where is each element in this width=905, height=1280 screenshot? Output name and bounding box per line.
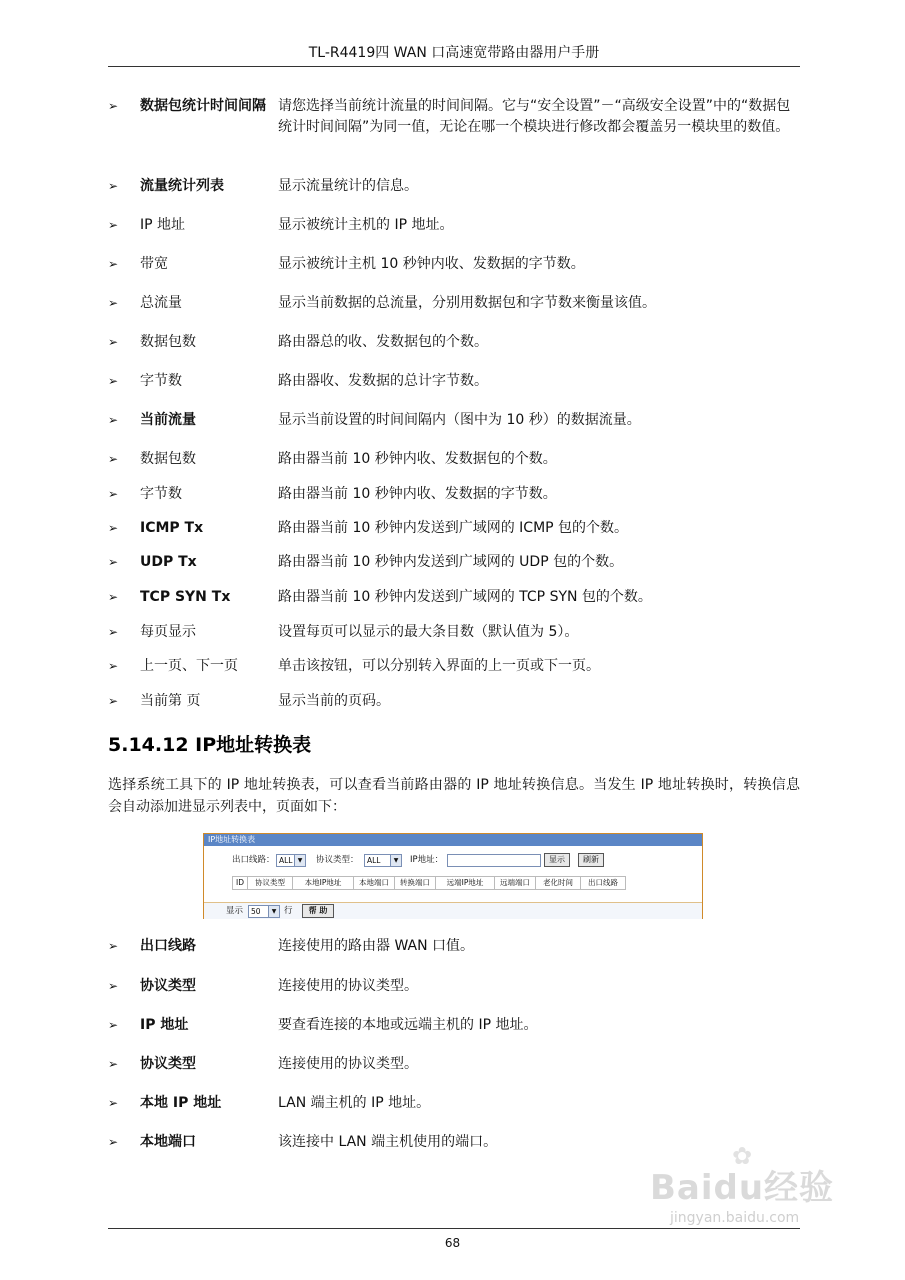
item-description: 单击该按钮，可以分别转入界面的上一页或下一页。 [278, 658, 600, 674]
bullet-icon: ➢ [108, 939, 119, 953]
item-description: 显示被统计主机的 IP 地址。 [278, 217, 454, 233]
item-term: UDP Tx [140, 554, 197, 570]
chevron-down-icon: ▼ [294, 855, 305, 866]
item-description: 该连接中 LAN 端主机使用的端口。 [278, 1134, 498, 1150]
column-header: 远端IP地址 [435, 876, 495, 890]
paw-icon: ✿ [732, 1142, 753, 1170]
item-description: 连接使用的协议类型。 [278, 978, 418, 994]
item-term: 当前第 页 [140, 693, 201, 709]
bullet-icon: ➢ [108, 335, 119, 349]
chevron-down-icon: ▼ [390, 855, 401, 866]
footer-unit: 行 [284, 906, 293, 916]
item-description: 路由器收、发数据的总计字节数。 [278, 373, 488, 389]
item-description: 设置每页可以显示的最大条目数（默认值为 5）。 [278, 624, 579, 640]
screenshot-title: IP地址转换表 [204, 834, 702, 846]
rows-per-page-value: 50 [251, 907, 261, 916]
column-header: 协议类型 [247, 876, 293, 890]
ip-translation-screenshot [203, 833, 703, 919]
item-term: IP 地址 [140, 217, 186, 233]
item-term: 带宽 [140, 256, 168, 272]
item-term: 字节数 [140, 373, 182, 389]
item-term: 字节数 [140, 486, 182, 502]
watermark-main: Baidu经验 [650, 1168, 835, 1208]
item-term: TCP SYN Tx [140, 589, 231, 605]
item-description: 显示流量统计的信息。 [278, 178, 418, 194]
item-term: 数据包统计时间间隔 [140, 98, 266, 114]
intro-paragraph: 选择系统工具下的 IP 地址转换表，可以查看当前路由器的 IP 地址转换信息。当发生 IP 地址转换时，转换信息会自动添加进显示列表中，页面如下： [108, 777, 800, 815]
item-description: 显示当前数据的总流量，分别用数据包和字节数来衡量该值。 [278, 295, 656, 311]
bullet-icon: ➢ [108, 1096, 119, 1110]
help-button[interactable]: 帮 助 [302, 904, 334, 918]
bullet-icon: ➢ [108, 452, 119, 466]
item-term: 总流量 [140, 295, 182, 311]
item-description: LAN 端主机的 IP 地址。 [278, 1095, 431, 1111]
column-header: 老化时间 [535, 876, 581, 890]
bullet-icon: ➢ [108, 979, 119, 993]
bullet-icon: ➢ [108, 659, 119, 673]
item-description: 路由器当前 10 秒钟内发送到广域网的 ICMP 包的个数。 [278, 520, 629, 536]
item-term: 协议类型 [140, 1056, 196, 1072]
item-term: 上一页、下一页 [140, 658, 238, 674]
column-header: 本地端口 [353, 876, 395, 890]
bullet-icon: ➢ [108, 1135, 119, 1149]
item-description: 显示被统计主机 10 秒钟内收、发数据的字节数。 [278, 256, 585, 272]
column-header: 出口线路 [580, 876, 626, 890]
page-number: 68 [444, 1236, 461, 1250]
item-description: 请您选择当前统计流量的时间间隔。它与“安全设置”－“高级安全设置”中的“数据包统计时间间隔”为同一值，无论在哪一个模块进行修改都会覆盖另一模块里的数值。 [278, 98, 791, 135]
column-header: 本地IP地址 [292, 876, 354, 890]
item-term: 当前流量 [140, 412, 196, 428]
bullet-icon: ➢ [108, 625, 119, 639]
column-header: ID [232, 876, 248, 890]
item-term: 协议类型 [140, 978, 196, 994]
footer-label: 显示 [226, 906, 244, 916]
line-select-value: ALL [279, 856, 293, 865]
bullet-icon: ➢ [108, 374, 119, 388]
item-term: ICMP Tx [140, 520, 204, 536]
item-term: 数据包数 [140, 334, 196, 350]
baidu-watermark [650, 1142, 860, 1240]
section-title: 5.14.12 IP地址转换表 [108, 734, 312, 756]
bullet-icon: ➢ [108, 555, 119, 569]
item-term: 本地端口 [140, 1134, 196, 1150]
screenshot-filter-bar [204, 846, 702, 902]
proto-label: 协议类型： [316, 855, 359, 865]
item-description: 路由器当前 10 秒钟内发送到广域网的 TCP SYN 包的个数。 [278, 589, 652, 605]
bullet-icon: ➢ [108, 1018, 119, 1032]
bullet-icon: ➢ [108, 590, 119, 604]
item-description: 路由器当前 10 秒钟内发送到广域网的 UDP 包的个数。 [278, 554, 624, 570]
bullet-icon: ➢ [108, 179, 119, 193]
item-term: 数据包数 [140, 451, 196, 467]
bullet-icon: ➢ [108, 694, 119, 708]
item-description: 显示当前设置的时间间隔内（图中为 10 秒）的数据流量。 [278, 412, 641, 428]
bullet-icon: ➢ [108, 257, 119, 271]
chevron-down-icon: ▼ [268, 906, 279, 917]
ip-input[interactable] [447, 854, 541, 867]
line-label: 出口线路： [232, 855, 275, 865]
bullet-icon: ➢ [108, 487, 119, 501]
table-header-row [232, 876, 625, 890]
proto-select-value: ALL [367, 856, 381, 865]
watermark-sub: jingyan.baidu.com [670, 1210, 800, 1226]
proto-select[interactable] [364, 854, 402, 867]
item-description: 路由器当前 10 秒钟内收、发数据的字节数。 [278, 486, 557, 502]
item-description: 连接使用的协议类型。 [278, 1056, 418, 1072]
show-button[interactable]: 显示 [544, 853, 570, 867]
column-header: 远端端口 [494, 876, 536, 890]
item-description: 连接使用的路由器 WAN 口值。 [278, 938, 475, 954]
item-description: 路由器总的收、发数据包的个数。 [278, 334, 488, 350]
bullet-icon: ➢ [108, 413, 119, 427]
item-term: 出口线路 [140, 938, 196, 954]
item-description: 路由器当前 10 秒钟内收、发数据包的个数。 [278, 451, 557, 467]
header-divider [108, 66, 800, 67]
item-term: 流量统计列表 [140, 178, 224, 194]
item-term: 本地 IP 地址 [140, 1095, 222, 1111]
column-header: 转换端口 [394, 876, 436, 890]
line-select[interactable] [276, 854, 306, 867]
screenshot-footer [204, 902, 702, 919]
item-description: 要查看连接的本地或远端主机的 IP 地址。 [278, 1017, 538, 1033]
item-term: 每页显示 [140, 624, 196, 640]
ip-label: IP地址： [410, 855, 444, 865]
bullet-icon: ➢ [108, 1057, 119, 1071]
rows-per-page-select[interactable] [248, 905, 280, 918]
bullet-icon: ➢ [108, 218, 119, 232]
refresh-button[interactable]: 刷新 [578, 853, 604, 867]
header-title: TL-R4419四 WAN 口高速宽带路由器用户手册 [308, 45, 600, 61]
item-term: IP 地址 [140, 1017, 189, 1033]
bullet-icon: ➢ [108, 296, 119, 310]
bullet-icon: ➢ [108, 99, 119, 113]
bullet-icon: ➢ [108, 521, 119, 535]
item-description: 显示当前的页码。 [278, 693, 390, 709]
